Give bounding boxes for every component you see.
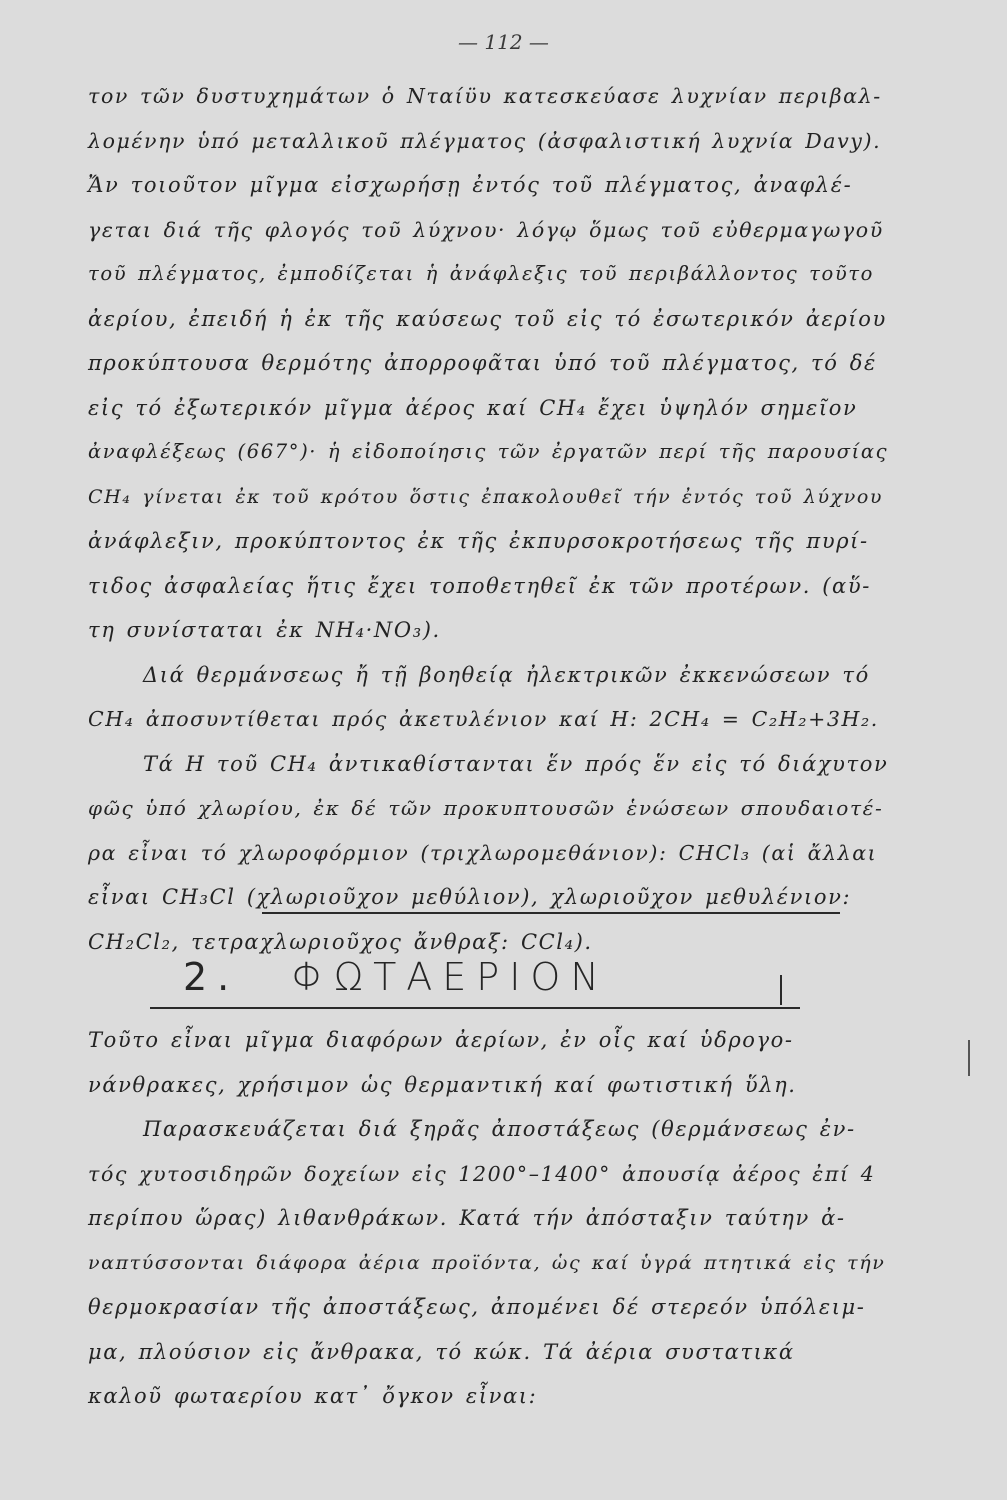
text-line: προκύπτουσα θερμότης ἀπορροφᾶται ὑπό τοῦ πλέγματος, τό δέ [88,351,877,375]
paragraph-gas-preparation [88,1107,888,1419]
text-line: ρα εἶναι τό χλωροφόρμιον (τριχλωρομεθάνιον): CHCl₃ (αἱ ἄλλαι [88,840,878,865]
text-line: νάνθρακες, χρήσιμον ὡς θερμαντική καί φωτιστική ὕλη. [88,1072,797,1097]
paragraph-decomposition [88,653,888,742]
text-line: CH₄ γίνεται ἐκ τοῦ κρότου ὅστις ἐπακολουθεῖ τήν ἐντός τοῦ λύχνου [88,485,884,508]
heading-underline [150,1007,800,1009]
section-heading [183,955,803,1005]
text-line: Τοῦτο εἶναι μῖγμα διαφόρων ἀερίων, ἐν οἷς καί ὑδρογο- [88,1028,794,1052]
text-line: Παρασκευάζεται διά ξηρᾶς ἀποστάξεως (θερμάνσεως ἐν- [143,1117,856,1141]
text-line: ἀνάφλεξιν, προκύπτοντος ἐκ τῆς ἐκπυρσοκροτήσεως τῆς πυρί- [88,529,869,553]
text-line: ἀναφλέξεως (667°)· ἡ εἰδοποίησις τῶν ἐργατῶν περί τῆς παρουσίας [88,440,889,463]
text-line: περίπου ὥρας) λιθανθράκων. Κατά τήν ἀπόσταξιν ταύτην ἀ- [88,1206,846,1230]
section-number: 2. [183,955,240,999]
text-line: μα, πλούσιον εἰς ἄνθρακα, τό κώκ. Τά ἀέρια συστατικά [88,1339,795,1364]
text-line: τός χυτοσιδηρῶν δοχείων εἰς 1200°–1400° ἀπουσίᾳ ἀέρος ἐπί 4 [88,1161,876,1186]
text-line: CH₄ ἀποσυντίθεται πρός ἀκετυλένιον καί H: 2CH₄ = C₂H₂+3H₂. [88,707,879,731]
body-text-top [88,74,888,964]
text-line: Ἄν τοιοῦτον μῖγμα εἰσχωρήσῃ ἐντός τοῦ πλέγματος, ἀναφλέ- [88,173,853,197]
text-line: CH₂Cl₂, τετραχλωριοῦχος ἄνθραξ: CCl₄). [88,929,593,954]
body-text-bottom [88,1018,888,1419]
paragraph-davy-lamp [88,74,888,653]
text-line: τιδος ἀσφαλείας ἥτις ἔχει τοποθετηθεῖ ἐκ τῶν προτέρων. (αὕ- [88,573,871,598]
text-line: εἰς τό ἐξωτερικόν μῖγμα ἀέρος καί CH₄ ἔχει ὑψηλόν σημεῖον [88,395,858,420]
text-line: φῶς ὑπό χλωρίου, ἐκ δέ τῶν προκυπτουσῶν ἑνώσεων σπουδαιοτέ- [88,796,884,820]
paragraph-chlorination [88,742,888,965]
paragraph-gas-definition [88,1018,888,1107]
margin-mark [968,1040,970,1076]
text-line: τη συνίσταται ἐκ NH₄·NO₃). [88,618,441,642]
text-line: γεται διά τῆς φλογός τοῦ λύχνου· λόγῳ ὅμως τοῦ εὐθερμαγωγοῦ [88,217,884,242]
text-line: εἶναι CH₃Cl (χλωριοῦχον μεθύλιον), χλωριοῦχον μεθυλένιον: [88,885,852,909]
text-line: καλοῦ φωταερίου κατ᾽ ὄγκον εἶναι: [88,1384,538,1408]
text-line: Τά H τοῦ CH₄ ἀντικαθίστανται ἕν πρός ἕν εἰς τό διάχυτον [143,751,889,776]
text-line: λομένην ὑπό μεταλλικοῦ πλέγματος (ἀσφαλιστική λυχνία Davy). [88,128,882,153]
text-line: θερμοκρασίαν τῆς ἀποστάξεως, ἀπομένει δέ στερεόν ὑπόλειμ- [88,1295,866,1319]
text-line: ἀερίου, ἐπειδή ἡ ἐκ τῆς καύσεως τοῦ εἰς τό ἐσωτερικόν ἀερίου [88,306,887,331]
text-line: τοῦ πλέγματος, ἐμποδίζεται ἡ ἀνάφλεξις τοῦ περιβάλλοντος τοῦτο [88,262,875,285]
section-title: ΦΩΤΑΕΡΙΟΝ [291,955,609,999]
heading-tick-mark [780,975,782,1005]
text-line: ναπτύσσονται διάφορα ἀέρια προϊόντα, ὡς καί ὑγρά πτητικά εἰς τήν [88,1251,886,1274]
text-line: τον τῶν δυστυχημάτων ὁ Νταίϋυ κατεσκεύασε λυχνίαν περιβαλ- [88,84,882,108]
section-divider [262,912,840,914]
text-line: Διά θερμάνσεως ἤ τῇ βοηθείᾳ ἠλεκτρικῶν ἐκκενώσεων τό [143,662,870,687]
page-number: — 112 — [458,30,549,54]
